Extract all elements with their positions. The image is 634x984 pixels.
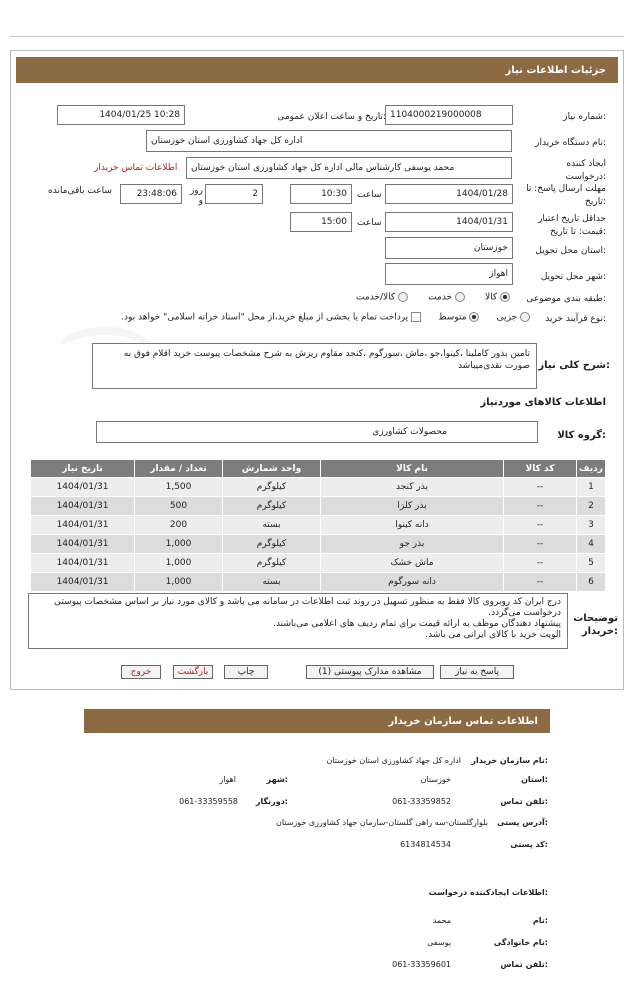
cell: کیلوگرم [223, 535, 321, 554]
col-date: تاریخ نیاز [31, 460, 135, 478]
payment-note: پرداخت تمام یا بخشی از مبلغ خرید،از محل "اسناد خزانه اسلامی" خواهد بود. [121, 312, 409, 323]
cell: دانه سورگوم [321, 573, 504, 592]
contact-org-label: نام سازمان خریدار: [471, 756, 548, 765]
col-name: نام کالا [321, 460, 504, 478]
remaining-time-field: 23:48:06 [120, 184, 182, 204]
validity-time-label: ساعت [357, 218, 382, 228]
contact-city-label: شهر: [266, 775, 288, 784]
table-row[interactable] [31, 478, 606, 497]
contact-province: خوزستان [420, 775, 451, 784]
city-label: شهر محل تحویل: [540, 272, 606, 282]
cell: بذر کلزا [321, 497, 504, 516]
goods-group-label: گروه کالا: [557, 430, 606, 441]
page-title-text: جزئیات اطلاعات نیاز [505, 64, 606, 76]
print-button[interactable]: چاپ [224, 665, 268, 679]
contact-address-label: آدرس پستی: [497, 818, 548, 827]
validity-label: حداقل تاریخ اعتبار قیمت: تا تاریخ: [538, 214, 606, 237]
cell: -- [504, 516, 577, 535]
back-button[interactable]: بازگشت [173, 665, 213, 679]
contact-org: اداره کل جهاد کشاورزی استان خوزستان [326, 756, 461, 765]
radio-goods-service[interactable] [398, 292, 408, 302]
buyer-org-label: نام دستگاه خریدار: [535, 138, 606, 148]
deadline-time-label: ساعت [357, 190, 382, 200]
creator-phone-label: تلفن تماس: [500, 960, 548, 969]
cell: 1,000 [135, 535, 223, 554]
cell: 500 [135, 497, 223, 516]
city-field: اهواز [385, 263, 513, 285]
contact-city: اهواز [219, 775, 236, 784]
province-label: استان محل تحویل: [535, 246, 606, 256]
contact-province-label: استان: [521, 775, 548, 784]
deadline-time-field: 10:30 [290, 184, 352, 204]
radio-goods-service-label: کالا/خدمت [356, 292, 396, 303]
treasury-checkbox[interactable] [411, 312, 421, 322]
cell: بذر کنجد [321, 478, 504, 497]
summary-box [92, 343, 537, 389]
items-table-wrap [30, 459, 606, 592]
table-header-row [31, 460, 606, 478]
cell: بسته [223, 573, 321, 592]
contact-title [84, 709, 550, 733]
cell: 2 [577, 497, 606, 516]
cell: 1404/01/31 [31, 554, 135, 573]
table-row[interactable] [31, 516, 606, 535]
cell: ماش خشک [321, 554, 504, 573]
table-row[interactable] [31, 535, 606, 554]
creator-family-label: نام خانوادگی: [493, 938, 548, 947]
announce-label: تاریخ و ساعت اعلان عمومی: [277, 112, 386, 122]
table-row[interactable] [31, 554, 606, 573]
cell: 1,000 [135, 554, 223, 573]
process-options [50, 312, 530, 323]
buyer-note-line: الویت خرید با کالای ایرانی می باشد. [425, 630, 561, 640]
cell: 3 [577, 516, 606, 535]
summary-text: تامین بذور کاملینا ،کینوا،جو ،ماش ،سورگوم ،کنجد مقاوم ریزش به شرح مشخصات پیوست خرید اقلام فوق به صورت نقدی‌میباشد [123, 349, 530, 371]
validity-date-field: 1404/01/31 [385, 212, 513, 232]
buyer-note-line: درج ایران کد روبروی کالا فقط به منظور تسهیل در روند ثبت اطلاعات در سامانه می باشد و کالای مورد نیاز بر اساس مشخصات پیوستی درخواست می‌گردد. [53, 597, 561, 618]
reply-button[interactable]: پاسخ به نیاز [440, 665, 514, 679]
category-label: طبقه بندی موضوعی: [526, 294, 606, 304]
radio-medium[interactable] [469, 312, 479, 322]
creator-info-title: اطلاعات ایجادکننده درخواست: [428, 888, 548, 897]
buyer-notes-label: توضیحات خریدار: [573, 613, 618, 637]
col-unit: واحد شمارش [223, 460, 321, 478]
cell: -- [504, 573, 577, 592]
cell: کیلوگرم [223, 478, 321, 497]
radio-service[interactable] [455, 292, 465, 302]
creator-name-label: نام: [532, 916, 548, 925]
buyer-notes-box [28, 593, 568, 649]
cell: 1404/01/31 [31, 478, 135, 497]
cell: 1404/01/31 [31, 535, 135, 554]
page-title [16, 57, 618, 83]
category-options [300, 292, 510, 303]
cell: -- [504, 535, 577, 554]
col-qty: تعداد / مقدار [135, 460, 223, 478]
top-divider [10, 36, 624, 37]
process-label: نوع فرآیند خرید: [545, 314, 606, 324]
deadline-date-field: 1404/01/28 [385, 184, 513, 204]
goods-group-field [96, 421, 538, 443]
cell: 1,000 [135, 573, 223, 592]
cell: 1,500 [135, 478, 223, 497]
deadline-label: مهلت ارسال پاسخ: تا تاریخ: [526, 184, 606, 207]
days-field: 2 [205, 184, 263, 204]
cell: کیلوگرم [223, 554, 321, 573]
contact-fax-label: دورنگار: [255, 797, 288, 806]
cell: 1404/01/31 [31, 573, 135, 592]
col-code: کد کالا [504, 460, 577, 478]
contact-phone: 061-33359852 [392, 797, 451, 806]
cell: کیلوگرم [223, 497, 321, 516]
table-body [31, 478, 606, 592]
creator-label: ایجاد کننده درخواست: [565, 159, 606, 182]
cell: -- [504, 478, 577, 497]
table-row[interactable] [31, 497, 606, 516]
contact-address: بلوارگلستان-سه راهی گلستان-سازمان جهاد کشاورزی خوزستان [275, 818, 488, 827]
need-number-label: شماره نیاز: [563, 112, 606, 122]
contact-postal-label: کد پستی: [510, 840, 548, 849]
table-row[interactable] [31, 573, 606, 592]
cell: 200 [135, 516, 223, 535]
contact-title-text: اطلاعات تماس سازمان خریدار [388, 715, 538, 727]
cell: 5 [577, 554, 606, 573]
goods-section-title: اطلاعات کالاهای موردنیاز [480, 397, 606, 408]
announce-field: 1404/01/25 10:28 [57, 105, 185, 125]
cell: -- [504, 497, 577, 516]
summary-label: شرح کلی نیاز: [538, 360, 610, 371]
radio-medium-label: متوسط [438, 312, 467, 323]
province-field: خوزستان [385, 237, 513, 259]
buyer-contact-link[interactable]: اطلاعات تماس خریدار [94, 163, 178, 173]
validity-time-field: 15:00 [290, 212, 352, 232]
col-row: ردیف [577, 460, 606, 478]
cell: 1404/01/31 [31, 497, 135, 516]
cell: 4 [577, 535, 606, 554]
contact-phone-label: تلفن تماس: [500, 797, 548, 806]
attachments-button[interactable]: مشاهده مدارک پیوستی (1) [306, 665, 434, 679]
creator-name: محمد [432, 916, 451, 925]
buyer-org-field: اداره کل جهاد کشاورزی استان خوزستان [146, 130, 512, 152]
need-number-field: 1104000219000008 [385, 105, 513, 125]
radio-goods[interactable] [500, 292, 510, 302]
radio-service-label: خدمت [428, 292, 453, 303]
radio-goods-label: کالا [484, 292, 498, 303]
goods-group-value: محصولات کشاورزی [372, 427, 447, 437]
creator-phone: 061-33359601 [392, 960, 451, 969]
radio-partial[interactable] [520, 312, 530, 322]
days-label: روز و [189, 186, 203, 206]
cell: 6 [577, 573, 606, 592]
exit-button[interactable]: خروج [121, 665, 161, 679]
buyer-note-line: پیشنهاد دهندگان موظف به ارائه قیمت برای تمام ردیف های اعلامی می‌باشند. [273, 619, 561, 629]
items-table [30, 459, 606, 592]
contact-postal: 6134814534 [400, 840, 451, 849]
cell: 1 [577, 478, 606, 497]
cell: -- [504, 554, 577, 573]
contact-fax: 061-33359558 [179, 797, 238, 806]
cell: بذر جو [321, 535, 504, 554]
creator-field: محمد یوسفی کارشناس مالی اداره کل جهاد کشاورزی استان خوزستان [186, 157, 512, 179]
remaining-label: ساعت باقی‌مانده [48, 186, 112, 196]
creator-family: یوسفی [427, 938, 451, 947]
cell: 1404/01/31 [31, 516, 135, 535]
radio-partial-label: جزیی [496, 312, 518, 323]
cell: بسته [223, 516, 321, 535]
watermark: ⌒ [60, 321, 150, 426]
cell: دانه کینوا [321, 516, 504, 535]
